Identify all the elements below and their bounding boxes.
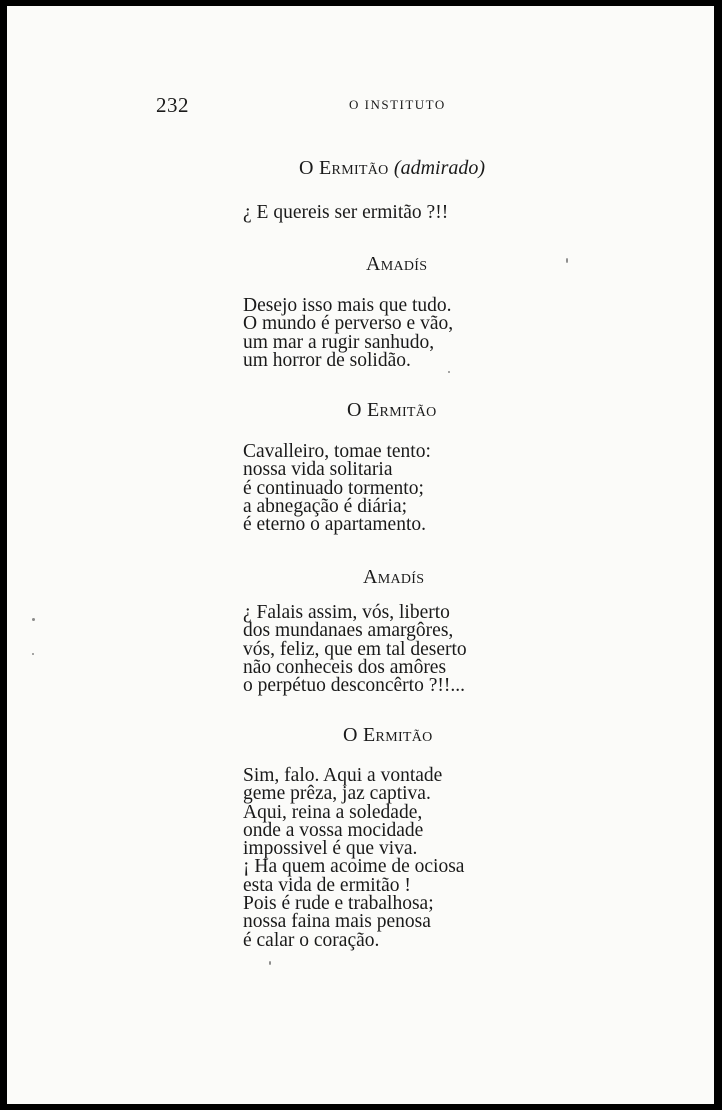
verse-line: onde a vossa mocidade — [243, 819, 424, 841]
verse-stanza — [243, 443, 431, 534]
verse-line: O mundo é perverso e vão, — [243, 313, 454, 335]
speaker-heading — [363, 566, 424, 589]
stage-direction: (admirado) — [393, 157, 486, 179]
verse-line: é continuado tormento; — [243, 477, 424, 499]
speaker-name: Amadís — [366, 253, 428, 275]
verse-stanza — [243, 204, 448, 222]
speaker-heading — [366, 253, 427, 276]
verse-line: Desejo isso mais que tudo. — [243, 295, 452, 316]
verse-line: um horror de solidão. — [243, 349, 411, 371]
verse-line: vós, feliz, que em tal deserto — [243, 638, 467, 660]
speaker-name: O Ermitão — [343, 724, 433, 746]
verse-line: não conheceis dos amôres — [243, 656, 447, 678]
scan-speck — [566, 258, 568, 263]
verse-line: é calar o coração. — [243, 929, 380, 951]
scan-speck — [269, 961, 271, 965]
scan-speck — [32, 618, 35, 621]
running-head: O INSTITUTO — [349, 97, 446, 112]
verse-stanza — [243, 604, 467, 695]
verse-line: a abnegação é diária; — [243, 495, 408, 517]
verse-line: nossa vida solitaria — [243, 459, 393, 481]
verse-stanza — [243, 767, 464, 950]
verse-line: um mar a rugir sanhudo, — [243, 331, 435, 353]
verse-line: Sim, falo. Aqui a vontade — [243, 765, 443, 786]
verse-stanza — [243, 297, 453, 370]
scan-speck — [448, 371, 450, 373]
verse-line: ¡ Ha quem acoime de ociosa — [243, 856, 465, 878]
verse-line: nossa faina mais penosa — [243, 911, 431, 933]
verse-line: dos mundanaes amargôres, — [243, 620, 454, 642]
scan-speck — [32, 653, 34, 655]
page-number: 232 — [156, 93, 189, 117]
speaker-name: O Ermitão — [347, 399, 437, 421]
verse-line: impossivel é que viva. — [243, 838, 418, 860]
verse-line: é eterno o apartamento. — [243, 514, 426, 536]
verse-line: o perpétuo desconcêrto ?!!... — [243, 675, 465, 697]
verse-line: Cavalleiro, tomae tento: — [243, 441, 431, 462]
verse-line: Pois é rude e trabalhosa; — [243, 893, 434, 915]
speaker-heading — [347, 399, 437, 422]
verse-line: Aqui, reina a soledade, — [243, 801, 423, 823]
speaker-name: Amadís — [363, 566, 425, 588]
verse-line: ¿ Falais assim, vós, liberto — [243, 602, 450, 623]
document-page — [7, 6, 714, 1104]
verse-line: ¿ E quereis ser ermitão ?!! — [243, 202, 449, 223]
speaker-heading — [343, 724, 433, 747]
speaker-name: O Ermitão — [299, 157, 389, 179]
speaker-heading — [299, 157, 485, 180]
verse-line: esta vida de ermitão ! — [243, 874, 411, 896]
verse-line: geme prêza, jaz captiva. — [243, 783, 431, 805]
